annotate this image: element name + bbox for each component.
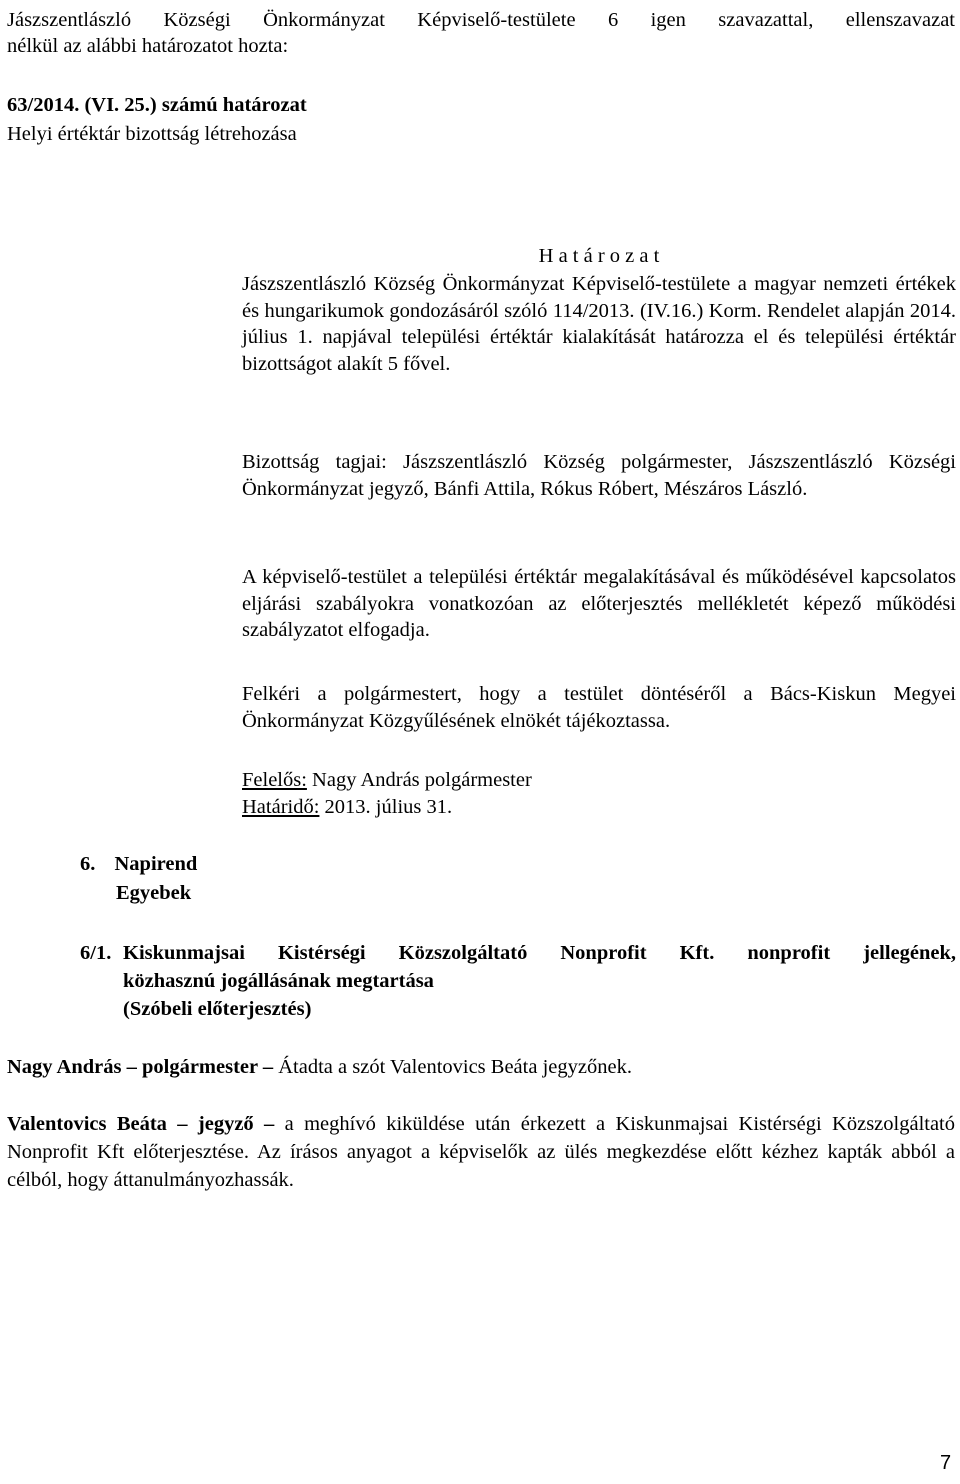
intro-text-2: [7, 33, 955, 59]
item-subtitle: (Szóbeli előterjesztés): [123, 998, 312, 1020]
item-number: 6/1.: [80, 942, 112, 964]
resolution-paragraph-2: Bizottság tagjai: Jászszentlászló Község polgármester, Jászszentlászló Községi Önkormányzat jegyző, Bánfi Attila, Rókus Róbert, Mészáros László.: [242, 451, 956, 500]
responsible-label: Felelős:: [242, 769, 307, 791]
deadline-line: [242, 794, 452, 820]
speech-1-text: Átadta a szót Valentovics Beáta jegyzőnek.: [273, 1056, 632, 1078]
agenda-number: 6.: [80, 853, 96, 875]
resolution-subject: Helyi értéktár bizottság létrehozása: [7, 123, 297, 145]
resolution-heading: H a t á r o z a t: [538, 245, 660, 267]
agenda-title: Egyebek: [116, 882, 192, 904]
speech-2-speaker: Valentovics Beáta – jegyző –: [7, 1113, 275, 1135]
deadline-value: 2013. július 31.: [319, 796, 453, 818]
intro-text: [7, 7, 955, 33]
agenda-heading: [80, 851, 197, 877]
resolution-paragraph-4: Felkéri a polgármestert, hogy a testület döntéséről a Bács-Kiskun Megyei Önkormányzat Közgyűlésének elnökét tájékoztassa.: [242, 683, 956, 732]
resolution-paragraph-1: Jászszentlászló Község Önkormányzat Képviselő-testülete a magyar nemzeti értékek és hungarikumok gondozásáról szóló 114/2013. (IV.16.) Korm. Rendelet alapján 2014. július 1. napjával települési értéktár kialakítását határozza el és települési értéktár bizottságot alakít 5 fővel.: [242, 273, 956, 375]
responsible-value: Nagy András polgármester: [306, 769, 532, 791]
page-number: 7: [940, 1452, 952, 1474]
deadline-label: Határidő:: [242, 796, 320, 818]
speech-1: [7, 1054, 632, 1080]
speech-1-speaker: Nagy András – polgármester –: [7, 1056, 274, 1078]
resolution-paragraph-3: A képviselő-testület a települési értéktár megalakításával és működésével kapcsolatos eljárási szabályokra vonatkozóan az előterjesztés mellékletét képező működési szabályzatot elfogadja.: [242, 566, 956, 641]
item-title-line-1: Kiskunmajsai Kistérségi Közszolgáltató Nonprofit Kft. nonprofit jellegének,: [123, 942, 956, 964]
speech-2-text: a meghívó kiküldése után érkezett a Kiskunmajsai Kistérségi Közszolgáltató Nonprofit Kft előterjesztése. Az írásos anyagot a képviselők az ülés megkezdése előtt kézhez kapták abból a célból, hogy áttanulmányozhassák.: [7, 1113, 955, 1191]
intro-line-1: Jászszentlászló Községi Önkormányzat Képviselő-testülete 6 igen szavazattal, ellenszavazat: [7, 9, 955, 31]
item-title-line-2: közhasznú jogállásának megtartása: [123, 970, 434, 992]
agenda-word: Napirend: [114, 853, 198, 875]
intro-line-2: nélkül az alábbi határozatot hozta:: [7, 35, 289, 57]
responsible-line: [242, 767, 532, 793]
speech-2: [7, 1110, 955, 1194]
resolution-number: 63/2014. (VI. 25.) számú határozat: [7, 94, 307, 116]
